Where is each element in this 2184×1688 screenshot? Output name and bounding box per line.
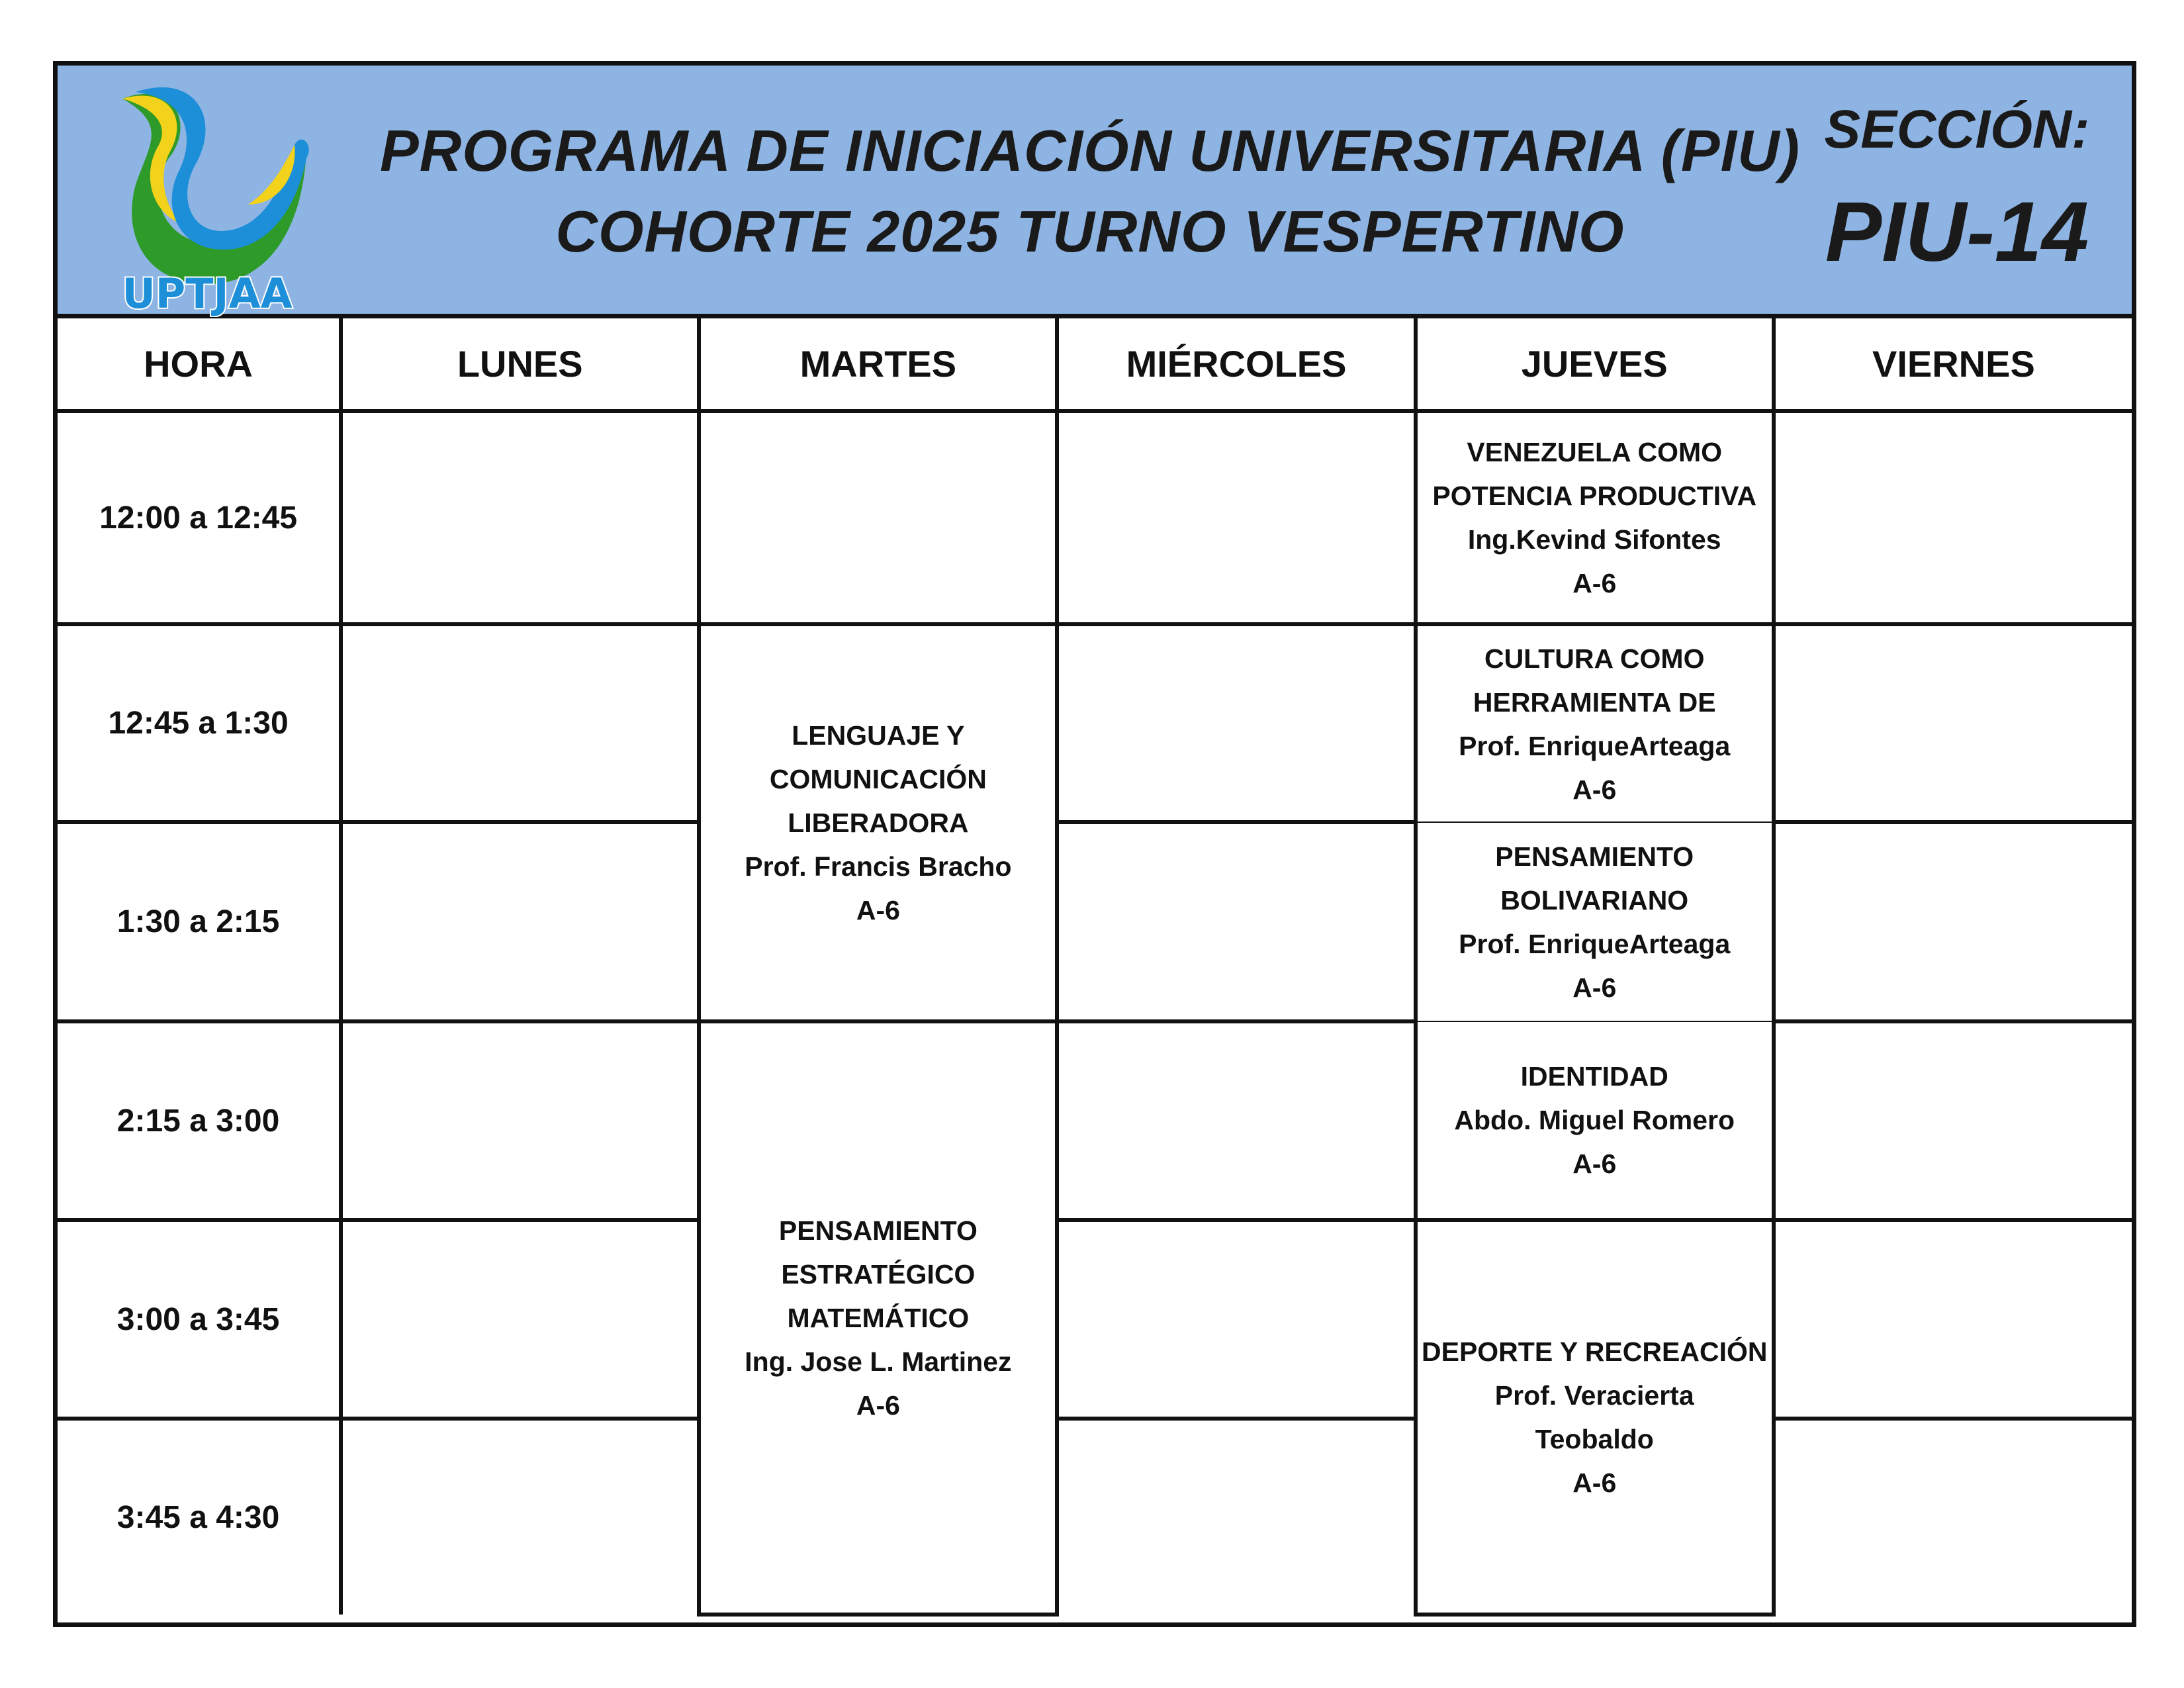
col-header-hora: HORA — [58, 318, 341, 411]
empty-cell — [699, 411, 1057, 624]
hour-cell: 12:00 a 12:45 — [58, 411, 341, 624]
class-line: PENSAMIENTO — [778, 1215, 978, 1246]
table-row — [58, 822, 2132, 1021]
table-row — [58, 1419, 2132, 1615]
empty-cell — [1057, 1021, 1415, 1220]
class-line: HERRAMIENTA DE — [1473, 686, 1716, 718]
class-line: A-6 — [856, 1390, 900, 1421]
col-header-viernes: VIERNES — [1774, 318, 2132, 411]
class-line: A-6 — [1572, 972, 1617, 1003]
class-cell-pensamiento-bolivariano — [1416, 822, 1774, 1021]
col-header-martes: MARTES — [699, 318, 1057, 411]
empty-cell — [1774, 1419, 2132, 1615]
col-header-miercoles: MIÉRCOLES — [1057, 318, 1415, 411]
empty-cell — [1057, 411, 1415, 624]
empty-cell — [341, 624, 699, 822]
header-banner — [58, 66, 2132, 318]
empty-cell — [341, 411, 699, 624]
class-line: Ing. Jose L. Martinez — [745, 1346, 1012, 1377]
class-line: A-6 — [1572, 1149, 1617, 1179]
class-line: POTENCIA PRODUCTIVA — [1432, 481, 1757, 511]
uptjaa-logo-icon — [96, 72, 318, 317]
table-row — [58, 411, 2132, 624]
class-cell-lenguaje-comunicacion — [699, 624, 1057, 1021]
schedule-table — [58, 318, 2132, 1617]
class-line: A-6 — [1572, 774, 1617, 805]
class-line: A-6 — [1572, 568, 1617, 598]
class-line: LENGUAJE Y — [792, 720, 965, 751]
class-cell-cultura-herramienta — [1416, 624, 1774, 822]
hour-cell: 3:00 a 3:45 — [58, 1220, 341, 1419]
table-row — [58, 1021, 2132, 1220]
hour-cell: 3:45 a 4:30 — [58, 1419, 341, 1615]
class-cell-pensamiento-estrategico — [699, 1021, 1057, 1615]
empty-cell — [1774, 411, 2132, 624]
class-line: ESTRATÉGICO — [781, 1259, 976, 1289]
class-line: A-6 — [1572, 1468, 1617, 1498]
hour-cell: 12:45 a 1:30 — [58, 624, 341, 822]
class-line: Prof. EnriqueArteaga — [1459, 928, 1731, 959]
class-line: IDENTIDAD — [1520, 1061, 1668, 1092]
hour-cell: 2:15 a 3:00 — [58, 1021, 341, 1220]
class-line: Abdo. Miguel Romero — [1454, 1105, 1735, 1135]
section-value: PIU-14 — [1825, 185, 2089, 279]
empty-cell — [1057, 1419, 1415, 1615]
schedule-sheet — [53, 61, 2136, 1627]
empty-cell — [341, 1419, 699, 1615]
table-row — [58, 1220, 2132, 1419]
class-line: Teobaldo — [1535, 1424, 1654, 1454]
class-line: Ing.Kevind Sifontes — [1467, 524, 1721, 555]
class-cell-identidad — [1416, 1021, 1774, 1220]
class-cell-venezuela-potencia — [1416, 411, 1774, 624]
class-line: Prof. EnriqueArteaga — [1459, 730, 1731, 761]
empty-cell — [1057, 822, 1415, 1021]
empty-cell — [341, 822, 699, 1021]
header-row — [58, 318, 2132, 411]
logo-text: UPTJAA — [122, 269, 293, 317]
class-line: PENSAMIENTO — [1495, 841, 1694, 872]
class-line: Prof. Francis Bracho — [745, 851, 1012, 882]
class-line: MATEMÁTICO — [787, 1303, 970, 1333]
empty-cell — [1057, 1220, 1415, 1419]
empty-cell — [341, 1220, 699, 1419]
class-line: COMUNICACIÓN — [769, 764, 987, 794]
empty-cell — [1774, 822, 2132, 1021]
hour-cell: 1:30 a 2:15 — [58, 822, 341, 1021]
cohort-subtitle: COHORTE 2025 TURNO VESPERTINO — [555, 199, 1625, 264]
class-line: LIBERADORA — [788, 808, 969, 838]
col-header-lunes: LUNES — [341, 318, 699, 411]
class-line: A-6 — [856, 895, 900, 925]
empty-cell — [1057, 624, 1415, 822]
empty-cell — [1774, 1021, 2132, 1220]
col-header-jueves: JUEVES — [1416, 318, 1774, 411]
class-line: Prof. Veracierta — [1494, 1380, 1694, 1411]
class-line: DEPORTE Y RECREACIÓN — [1421, 1336, 1768, 1367]
empty-cell — [1774, 1220, 2132, 1419]
program-title: PROGRAMA DE INICIACIÓN UNIVERSITARIA (PIU) — [380, 118, 1800, 183]
class-line: CULTURA COMO — [1484, 643, 1705, 674]
class-cell-deporte-recreacion — [1416, 1220, 1774, 1615]
class-line: VENEZUELA COMO — [1467, 437, 1723, 467]
class-line: BOLIVARIANO — [1500, 884, 1689, 915]
section-label: SECCIÓN: — [1824, 99, 2090, 160]
empty-cell — [341, 1021, 699, 1220]
table-row — [58, 624, 2132, 822]
empty-cell — [1774, 624, 2132, 822]
